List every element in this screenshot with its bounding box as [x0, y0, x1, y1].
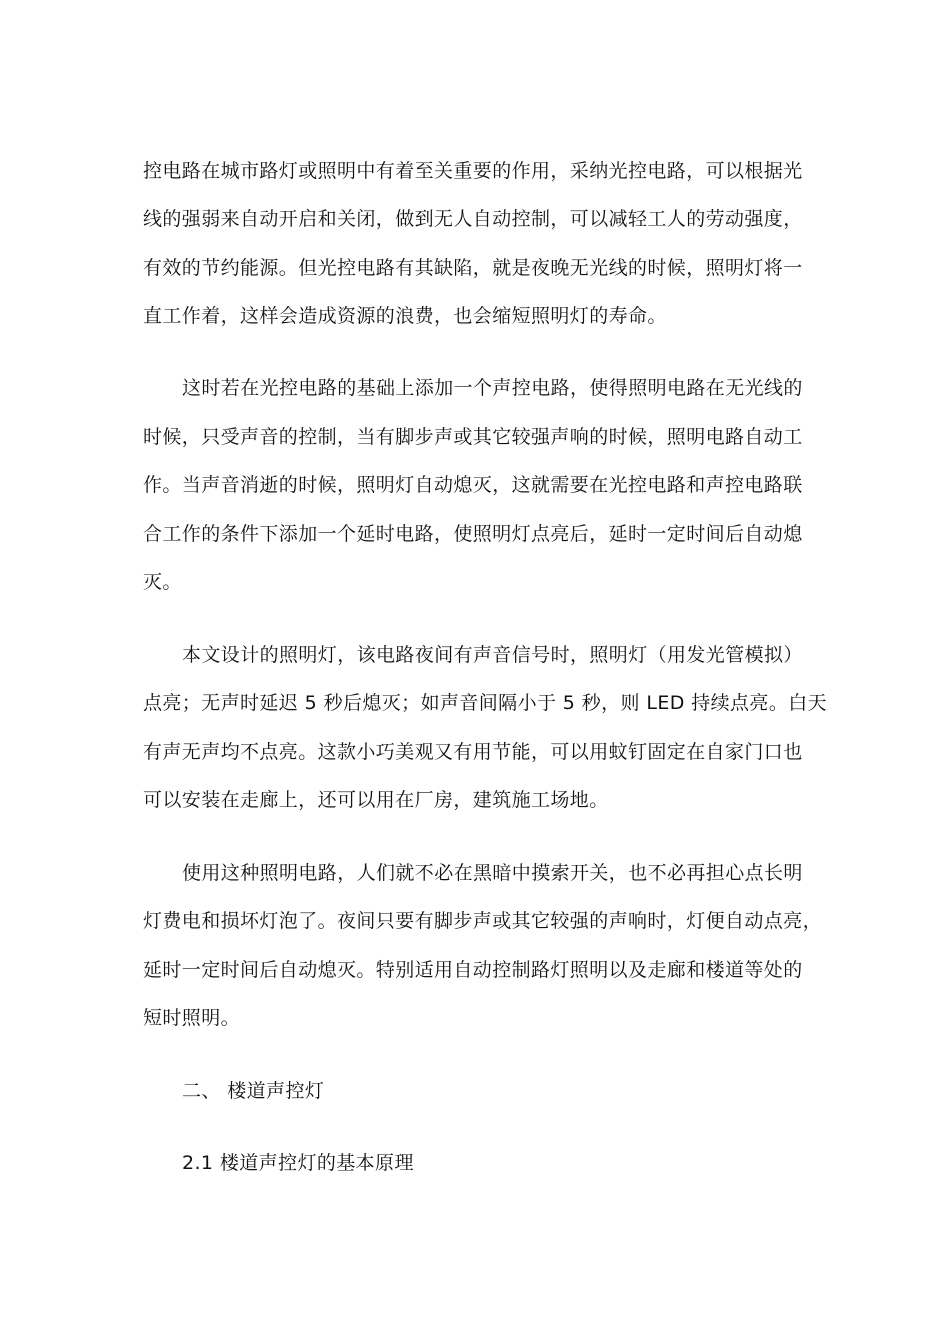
text-line: 直工作着，这样会造成资源的浪费，也会缩短照明灯的寿命。: [143, 305, 667, 327]
text-line: 本文设计的照明灯，该电路夜间有声音信号时，照明灯（用发光管模拟）: [182, 644, 803, 666]
text-line: 可以安装在走廊上，还可以用在厂房，建筑施工场地。: [143, 789, 609, 811]
subsection-heading: 2.1 楼道声控灯的基本原理: [182, 1152, 414, 1174]
text-line: 延时一定时间后自动熄灭。特别适用自动控制路灯照明以及走廊和楼道等处的: [143, 959, 803, 981]
text-line: 合工作的条件下添加一个延时电路，使照明灯点亮后，延时一定时间后自动熄: [143, 523, 803, 545]
text-line: 有声无声均不点亮。这款小巧美观又有用节能，可以用蚊钉固定在自家门口也: [143, 741, 803, 763]
text-line: 使用这种照明电路，人们就不必在黑暗中摸索开关，也不必再担心点长明: [182, 862, 803, 884]
text-line: 这时若在光控电路的基础上添加一个声控电路，使得照明电路在无光线的: [182, 377, 803, 399]
text-line: 短时照明。: [143, 1007, 241, 1029]
text-line: 有效的节约能源。但光控电路有其缺陷，就是夜晚无光线的时候，照明灯将一: [143, 257, 803, 279]
text-line: 灯费电和损坏灯泡了。夜间只要有脚步声或其它较强的声响时，灯便自动点亮，: [143, 910, 823, 932]
section-heading: 二、 楼道声控灯: [182, 1080, 325, 1102]
text-line: 灭。: [143, 571, 182, 593]
text-line: 控电路在城市路灯或照明中有着至关重要的作用，采纳光控电路，可以根据光: [143, 160, 803, 182]
text-line: 时候，只受声音的控制，当有脚步声或其它较强声响的时候，照明电路自动工: [143, 426, 803, 448]
text-line: 作。当声音消逝的时候，照明灯自动熄灭，这就需要在光控电路和声控电路联: [143, 474, 803, 496]
text-line: 线的强弱来自动开启和关闭，做到无人自动控制，可以减轻工人的劳动强度，: [143, 208, 803, 230]
text-line: 点亮；无声时延迟 5 秒后熄灭；如声音间隔小于 5 秒，则 LED 持续点亮。白天: [143, 692, 828, 714]
